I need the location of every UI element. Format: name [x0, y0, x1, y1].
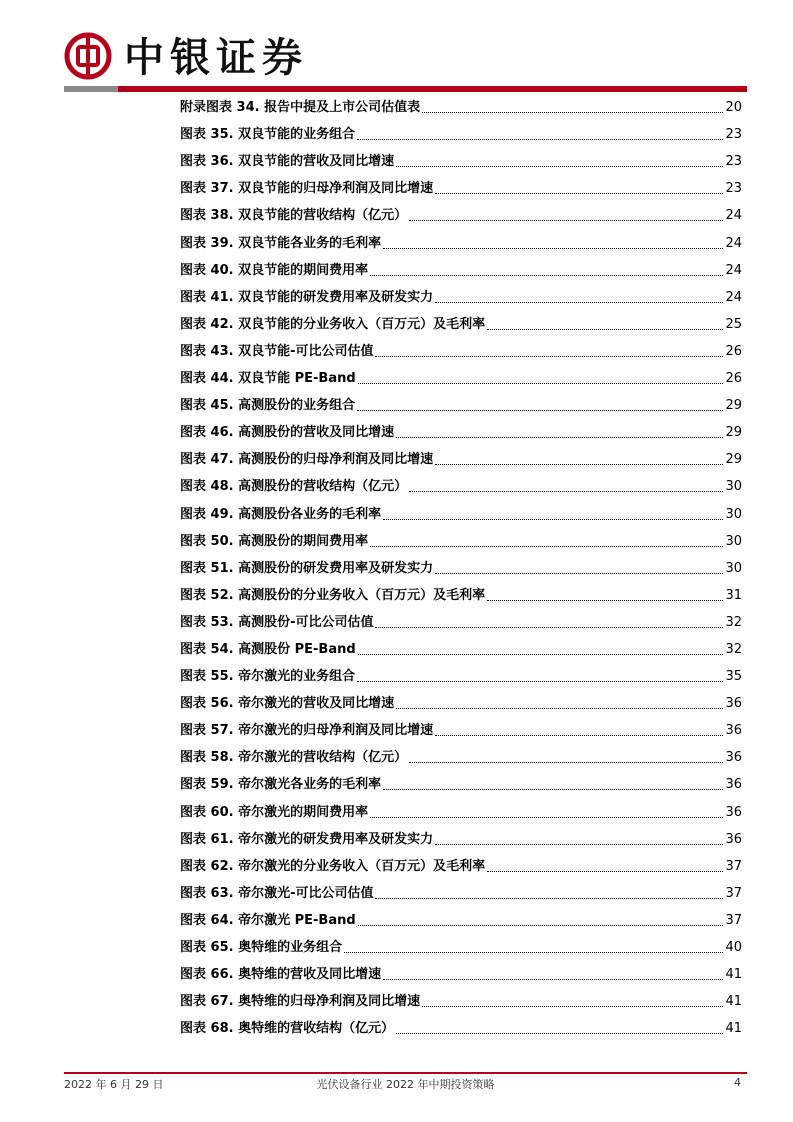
toc-leader-dots — [383, 518, 723, 520]
toc-entry-page: 36 — [725, 777, 742, 793]
brand-name: 中银证券 — [124, 34, 308, 81]
toc-entry-page: 35 — [725, 669, 742, 685]
toc-entry[interactable] — [180, 798, 742, 825]
toc-entry-label: 图表 37. 双良节能的归母净利润及同比增速 — [180, 181, 434, 197]
toc-entry-label: 图表 62. 帝尔激光的分业务收入（百万元）及毛利率 — [180, 858, 486, 874]
toc-entry[interactable] — [180, 582, 742, 609]
toc-leader-dots — [487, 870, 723, 872]
toc-entry-label: 图表 47. 高测股份的归母净利润及同比增速 — [180, 452, 434, 468]
toc-entry-page: 26 — [725, 343, 742, 359]
toc-entry-page: 24 — [725, 208, 742, 224]
bank-of-china-logo-icon — [64, 32, 112, 80]
toc-leader-dots — [344, 951, 723, 953]
page-footer — [64, 1076, 747, 1096]
toc-entry-label: 图表 38. 双良节能的营收结构（亿元） — [180, 208, 408, 224]
toc-leader-dots — [358, 382, 724, 384]
toc-entry[interactable] — [180, 744, 742, 771]
toc-entry-page: 24 — [725, 289, 742, 305]
toc-leader-dots — [375, 897, 723, 899]
toc-entry-page: 20 — [725, 100, 742, 116]
toc-entry-label: 图表 44. 双良节能 PE-Band — [180, 371, 356, 387]
toc-entry-page: 26 — [725, 371, 742, 387]
toc-entry-label: 图表 53. 高测股份-可比公司估值 — [180, 614, 374, 630]
toc-entry-page: 36 — [725, 750, 742, 766]
page-number: 4 — [734, 1076, 741, 1089]
toc-entry[interactable] — [180, 555, 742, 582]
toc-leader-dots — [435, 572, 723, 574]
toc-leader-dots — [375, 626, 723, 628]
toc-leader-dots — [383, 978, 723, 980]
footer-report-title: 光伏设备行业 2022 年中期投资策略 — [316, 1078, 495, 1091]
toc-leader-dots — [358, 924, 724, 926]
toc-entry-label: 图表 65. 奥特维的业务组合 — [180, 940, 343, 955]
toc-entry[interactable] — [180, 473, 742, 500]
toc-entry-page: 24 — [725, 235, 742, 251]
toc-entry-label: 图表 59. 帝尔激光各业务的毛利率 — [180, 777, 382, 793]
toc-entry-label: 图表 51. 高测股份的研发费用率及研发实力 — [180, 560, 434, 576]
table-of-figures — [180, 94, 742, 1042]
toc-entry[interactable] — [180, 338, 742, 365]
toc-entry[interactable] — [180, 961, 742, 988]
toc-entry-label: 图表 49. 高测股份各业务的毛利率 — [180, 506, 382, 522]
toc-entry-page: 37 — [725, 858, 742, 874]
toc-entry[interactable] — [180, 826, 742, 853]
toc-entry-page: 30 — [725, 479, 742, 495]
toc-entry[interactable] — [180, 717, 742, 744]
toc-entry-label: 图表 54. 高测股份 PE-Band — [180, 641, 356, 657]
toc-leader-dots — [435, 301, 723, 303]
toc-entry-page: 41 — [725, 1021, 742, 1037]
toc-leader-dots — [409, 761, 723, 763]
toc-leader-dots — [422, 111, 723, 113]
toc-entry[interactable] — [180, 988, 742, 1015]
toc-leader-dots — [435, 843, 723, 845]
toc-entry-label: 图表 41. 双良节能的研发费用率及研发实力 — [180, 289, 434, 305]
toc-entry-page: 36 — [725, 723, 742, 739]
toc-leader-dots — [357, 409, 723, 411]
toc-leader-dots — [396, 707, 723, 709]
toc-entry[interactable] — [180, 907, 742, 934]
toc-entry[interactable] — [180, 148, 742, 175]
toc-entry-page: 41 — [725, 994, 742, 1010]
toc-entry-label: 图表 40. 双良节能的期间费用率 — [180, 262, 369, 278]
toc-entry-page: 31 — [725, 587, 742, 603]
toc-leader-dots — [435, 734, 723, 736]
toc-entry[interactable] — [180, 609, 742, 636]
toc-entry[interactable] — [180, 663, 742, 690]
toc-entry-label: 图表 67. 奥特维的归母净利润及同比增速 — [180, 994, 421, 1010]
toc-entry-label: 图表 43. 双良节能-可比公司估值 — [180, 343, 374, 359]
toc-leader-dots — [383, 247, 723, 249]
toc-entry-page: 30 — [725, 560, 742, 576]
toc-entry[interactable] — [180, 853, 742, 880]
toc-entry[interactable] — [180, 419, 742, 446]
toc-entry-label: 图表 50. 高测股份的期间费用率 — [180, 533, 369, 549]
page-header — [0, 0, 793, 92]
toc-leader-dots — [422, 1005, 723, 1007]
toc-entry-label: 图表 35. 双良节能的业务组合 — [180, 127, 356, 143]
toc-entry-label: 图表 52. 高测股份的分业务收入（百万元）及毛利率 — [180, 587, 486, 603]
toc-entry[interactable] — [180, 1015, 742, 1042]
toc-entry[interactable] — [180, 257, 742, 284]
toc-leader-dots — [396, 436, 723, 438]
toc-entry-page: 36 — [725, 831, 742, 847]
toc-entry-page: 29 — [725, 425, 742, 441]
toc-leader-dots — [375, 355, 723, 357]
toc-entry[interactable] — [180, 880, 742, 907]
toc-entry-label: 附录图表 34. 报告中提及上市公司估值表 — [180, 100, 421, 116]
toc-entry-page: 37 — [725, 885, 742, 901]
toc-entry-label: 图表 36. 双良节能的营收及同比增速 — [180, 154, 395, 170]
toc-entry-page: 40 — [725, 940, 742, 955]
toc-entry-page: 25 — [725, 316, 742, 332]
toc-entry-label: 图表 57. 帝尔激光的归母净利润及同比增速 — [180, 723, 434, 739]
toc-entry[interactable] — [180, 94, 742, 121]
toc-entry[interactable] — [180, 446, 742, 473]
toc-leader-dots — [435, 463, 723, 465]
toc-entry-label: 图表 48. 高测股份的营收结构（亿元） — [180, 479, 408, 495]
toc-entry-label: 图表 63. 帝尔激光-可比公司估值 — [180, 885, 374, 901]
toc-leader-dots — [409, 219, 723, 221]
toc-entry[interactable] — [180, 500, 742, 527]
toc-entry-page: 36 — [725, 696, 742, 712]
toc-entry-label: 图表 60. 帝尔激光的期间费用率 — [180, 804, 369, 820]
toc-entry-label: 图表 66. 奥特维的营收及同比增速 — [180, 967, 382, 983]
toc-entry[interactable] — [180, 121, 742, 148]
toc-entry-page: 32 — [725, 641, 742, 657]
toc-leader-dots — [396, 1032, 723, 1034]
toc-entry-page: 23 — [725, 154, 742, 170]
toc-leader-dots — [409, 490, 723, 492]
toc-entry[interactable] — [180, 311, 742, 338]
footer-rule — [64, 1072, 747, 1074]
toc-leader-dots — [370, 816, 723, 818]
toc-entry-page: 29 — [725, 398, 742, 414]
toc-entry-page: 29 — [725, 452, 742, 468]
toc-entry[interactable] — [180, 284, 742, 311]
toc-entry[interactable] — [180, 365, 742, 392]
toc-leader-dots — [358, 653, 724, 655]
toc-entry-label: 图表 64. 帝尔激光 PE-Band — [180, 912, 356, 928]
toc-leader-dots — [383, 788, 723, 790]
toc-entry[interactable] — [180, 934, 742, 961]
toc-leader-dots — [396, 165, 723, 167]
toc-entry-label: 图表 68. 奥特维的营收结构（亿元） — [180, 1021, 395, 1037]
toc-entry[interactable] — [180, 175, 742, 202]
toc-entry-label: 图表 39. 双良节能各业务的毛利率 — [180, 235, 382, 251]
toc-leader-dots — [487, 328, 723, 330]
toc-entry-label: 图表 46. 高测股份的营收及同比增速 — [180, 425, 395, 441]
toc-entry-page: 37 — [725, 912, 742, 928]
toc-entry-page: 32 — [725, 614, 742, 630]
toc-entry[interactable] — [180, 636, 742, 663]
toc-entry[interactable] — [180, 771, 742, 798]
footer-date: 2022 年 6 月 29 日 — [64, 1078, 164, 1091]
toc-entry-page: 36 — [725, 804, 742, 820]
header-rule — [64, 86, 747, 92]
toc-leader-dots — [370, 545, 723, 547]
toc-leader-dots — [357, 138, 723, 140]
toc-entry-page: 41 — [725, 967, 742, 983]
toc-entry[interactable] — [180, 229, 742, 256]
toc-entry-label: 图表 58. 帝尔激光的营收结构（亿元） — [180, 750, 408, 766]
toc-entry[interactable] — [180, 392, 742, 419]
toc-entry-label: 图表 42. 双良节能的分业务收入（百万元）及毛利率 — [180, 316, 486, 332]
toc-entry-page: 23 — [725, 181, 742, 197]
toc-entry-page: 23 — [725, 127, 742, 143]
toc-leader-dots — [370, 274, 723, 276]
toc-entry[interactable] — [180, 202, 742, 229]
toc-entry-page: 24 — [725, 262, 742, 278]
toc-leader-dots — [357, 680, 723, 682]
toc-entry-label: 图表 45. 高测股份的业务组合 — [180, 398, 356, 414]
toc-entry[interactable] — [180, 528, 742, 555]
toc-entry-page: 30 — [725, 533, 742, 549]
toc-entry-label: 图表 55. 帝尔激光的业务组合 — [180, 669, 356, 685]
toc-entry-label: 图表 56. 帝尔激光的营收及同比增速 — [180, 696, 395, 712]
toc-entry[interactable] — [180, 690, 742, 717]
toc-entry-page: 30 — [725, 506, 742, 522]
toc-entry-label: 图表 61. 帝尔激光的研发费用率及研发实力 — [180, 831, 434, 847]
toc-leader-dots — [435, 192, 723, 194]
toc-leader-dots — [487, 599, 723, 601]
